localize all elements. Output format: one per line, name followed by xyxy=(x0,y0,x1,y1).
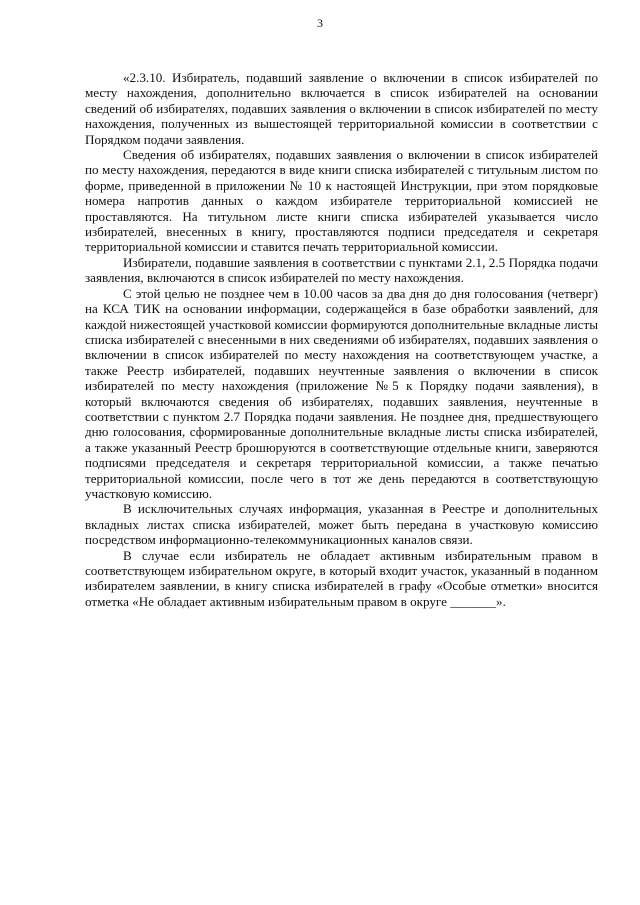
paragraph-voter-info-transfer: Сведения об избирателях, подавших заявления о включении в список избирателей по месту нахождения, передаются в виде книги списка избирателей с титульным листом по форме, приведенной в приложении № 10 к настоящей Инструкции, при этом порядковые номера напротив данных о каждом избирателе территориальной комиссией не проставляются. На титульном листе книги списка избирателей указывается число избирателей, внесенных в книгу, проставляются подписи председателя и секретаря территориальной комиссии и ставится печать территориальной комиссии. xyxy=(85,147,598,255)
paragraph-voters-included: Избиратели, подавшие заявления в соответствии с пунктами 2.1, 2.5 Порядка подачи заявления, включаются в список избирателей по месту нахождения. xyxy=(85,254,598,286)
paragraph-exceptional-cases: В исключительных случаях информация, указанная в Реестре и дополнительных вкладных листах списка избирателей, может быть передана в участковую комиссию посредством информационно-телекоммуникационных каналов связи. xyxy=(85,501,598,548)
page-number: 3 xyxy=(317,16,323,30)
paragraph-no-active-right: В случае если избиратель не обладает активным избирательным правом в соответствующем избирательном округе, в который входит участок, указанный в поданном избирателем заявлении, в книгу списка избирателей в графу «Особые отметки» вносится отметка «Не обладает активным избирательным правом в округе _______». xyxy=(85,547,598,609)
paragraph-2-3-10: «2.3.10. Избиратель, подавший заявление о включении в список избирателей по месту нахождения, дополнительно включается в список избирателей на основании сведений об избирателях, подавших заявления о включении в список избирателей по месту нахождения, полученных из вышестоящей территориальной комиссии в соответствии с Порядком подачи заявления. xyxy=(85,70,598,147)
document-body xyxy=(85,70,598,609)
paragraph-additional-sheets: С этой целью не позднее чем в 10.00 часов за два дня до дня голосования (четверг) на КСА ТИК на основании информации, содержащейся в базе обработки заявлений, для каждой нижестоящей участковой комиссии формируются дополнительные вкладные листы списка избирателей с внесенными в них сведениями об избирателях, подавших заявления о включении в список избирателей по месту нахождения на соответствующем участке, а также Реестр избирателей, подавших неучтенные заявления о включении в список избирателей по месту нахождения (приложение №5 к Порядку подачи заявления), в который включаются сведения об избирателях, подавших заявления, неучтенные в соответствии с пунктом 2.7 Порядка подачи заявления. Не позднее дня, предшествующего дню голосования, сформированные дополнительные вкладные листы списка избирателей, а также указанный Реестр брошюруются в соответствующие отдельные книги, заверяются подписями председателя и секретаря территориальной комиссии, а также печатью территориальной комиссии, после чего в тот же день передаются в соответствующую участковую комиссию. xyxy=(85,285,598,501)
